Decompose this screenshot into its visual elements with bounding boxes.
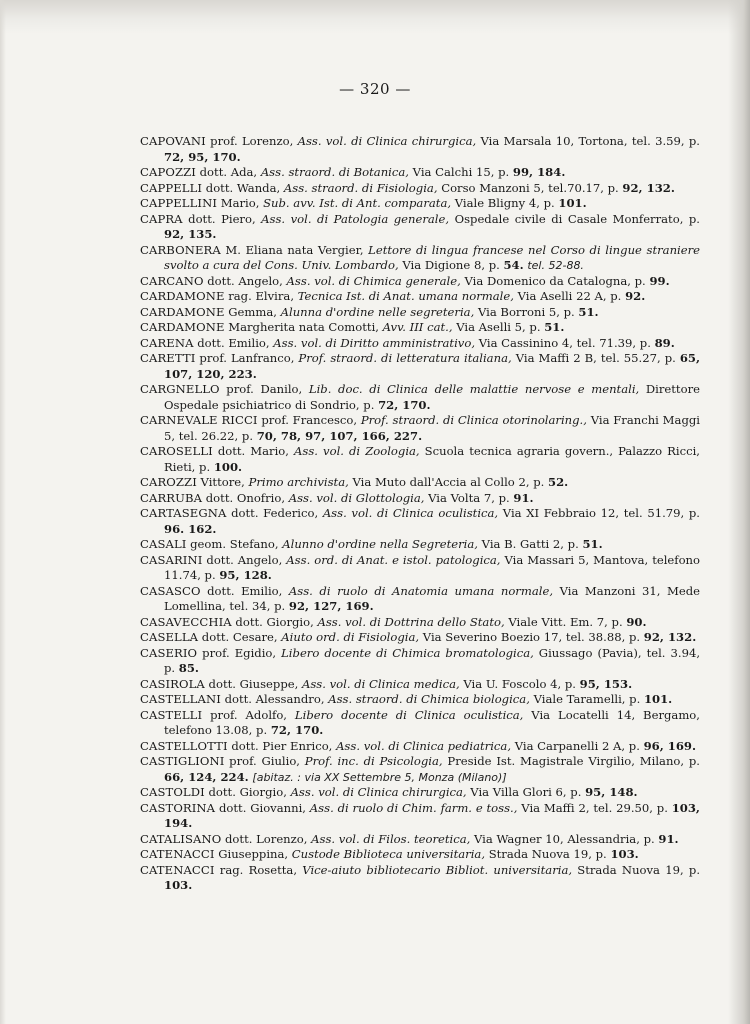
directory-entry	[140, 692, 700, 708]
entry-handwritten-note: [abitaz. : via XX Settembre 5, Monza (Milano)]	[252, 770, 507, 784]
scan-shadow-top	[0, 0, 750, 34]
entry-pages: 92, 127, 169.	[288, 599, 374, 613]
directory-entry	[140, 491, 700, 507]
entry-role: Lettore di lingua francese nel Corso di lingue straniere svolto a cura del Cons. Univ. Lombardo,	[164, 242, 701, 272]
entry-title: M. Eliana nata Vergier,	[220, 242, 369, 257]
entry-name: CAPRA	[140, 211, 183, 226]
entry-pages: 65, 107, 120, 223.	[164, 351, 700, 381]
entry-title: dott. Angelo,	[203, 273, 287, 288]
entry-address: Viale Taramelli, p.	[529, 692, 644, 706]
entry-address: Via Borroni 5, p.	[474, 304, 579, 319]
entry-role: Ass. vol. di Clinica chirurgica,	[290, 785, 467, 799]
entry-title: Vittore,	[196, 475, 249, 489]
entry-name: CAPPELLINI	[140, 196, 218, 210]
entry-title: dott. Piero,	[182, 211, 262, 226]
entry-pages: 99.	[649, 273, 670, 288]
entry-address: Via Manzoni 31, Mede Lomellina, tel. 34, p.	[164, 583, 700, 613]
entry-pages: 90.	[626, 614, 647, 629]
entry-title: Mario,	[217, 196, 264, 210]
directory-entry	[140, 181, 700, 197]
entry-name: CASELLA	[140, 630, 199, 644]
entry-role: Ass. vol. di Clinica oculistica,	[322, 506, 499, 520]
entry-pages: 89.	[654, 335, 675, 350]
entry-address: Direttore Ospedale psichiatrico di Sondrio, p.	[164, 382, 700, 412]
directory-entry	[140, 243, 700, 274]
entry-pages: 92, 132.	[643, 630, 697, 644]
entry-address: Via Carpanelli 2 A, p.	[511, 738, 644, 753]
scan-shadow-left	[0, 0, 6, 1024]
entry-name: CARGNELLO	[140, 382, 220, 396]
entry-title: dott. Wanda,	[202, 180, 284, 195]
entry-title: prof. Giulio,	[224, 754, 305, 768]
entry-name: CASARINI	[140, 552, 203, 567]
directory-entry	[140, 320, 700, 336]
entry-title: Gemma,	[224, 304, 281, 319]
directory-entry	[140, 413, 700, 444]
entry-role: Alunna d'ordine nelle segreteria,	[280, 304, 475, 319]
entry-name: CATENACCI	[140, 862, 215, 877]
entry-pages: 52.	[548, 475, 569, 489]
entry-name: CARCANO	[140, 273, 204, 288]
entry-role: Ass. vol. di Zoologia,	[294, 444, 420, 458]
entry-address: Via Marsala 10, Tortona, tel. 3.59, p.	[476, 134, 700, 148]
entry-title: dott. Alessandro,	[220, 692, 329, 706]
entry-title: dott. Federico,	[226, 506, 323, 520]
entry-name: CASIROLA	[140, 676, 205, 691]
entry-address: Via XI Febbraio 12, tel. 51.79, p.	[498, 506, 700, 520]
entry-address: Via Volta 7, p.	[424, 490, 514, 505]
directory-entry	[140, 537, 700, 553]
entry-pages: 72, 95, 170.	[164, 149, 241, 164]
entry-name: CAPOVANI	[140, 134, 206, 148]
directory-entry	[140, 708, 700, 739]
entry-title: Giuseppina,	[214, 847, 292, 861]
entry-role: Ass. vol. di Diritto amministrativo,	[273, 335, 476, 350]
entry-role: Sub. avv. Ist. di Ant. comparata,	[263, 196, 452, 210]
scan-shadow-right	[728, 0, 750, 1024]
entry-title: dott. Giovanni,	[215, 800, 310, 815]
entry-pages: 51.	[582, 537, 603, 551]
entry-title: prof. Danilo,	[219, 382, 309, 396]
directory-entry	[140, 677, 700, 693]
entry-role: Ass. straord. di Botanica,	[260, 165, 409, 179]
entry-role: Avv. III cat.,	[382, 320, 453, 334]
entry-address: Via Domenico da Catalogna, p.	[460, 273, 650, 288]
entry-address: Via Aselli 22 A, p.	[513, 289, 626, 303]
directory-entry	[140, 444, 700, 475]
directory-entry	[140, 351, 700, 382]
entry-title: prof. Adolfo,	[202, 707, 295, 722]
entry-address: Strada Nuova 19, p.	[572, 862, 701, 877]
entry-name: CASTORINA	[140, 800, 216, 815]
entry-pages: 103.	[610, 847, 639, 861]
entry-name: CASERIO	[140, 645, 198, 660]
directory-entry	[140, 615, 700, 631]
directory-entry	[140, 785, 700, 801]
entry-name: CARTASEGNA	[140, 506, 227, 520]
directory-entry	[140, 305, 700, 321]
entry-address: Via Locatelli 14, Bergamo, telefono 13.08, p.	[164, 707, 700, 737]
entry-address: Via Massari 5, Mantova, telefono 11.74, p.	[164, 552, 701, 582]
entry-address: Preside Ist. Magistrale Virgilio, Milano, p.	[442, 754, 700, 768]
entry-name: CARDAMONE	[140, 304, 225, 319]
entry-pages: 95, 153.	[579, 676, 633, 691]
entry-name: CARNEVALE RICCI	[140, 413, 258, 427]
entry-role: Libero docente di Clinica oculistica,	[294, 707, 524, 722]
entry-pages: 103, 194.	[164, 800, 700, 830]
entry-name: CAROSELLI	[140, 444, 213, 458]
entry-name: CAROZZI	[140, 475, 197, 489]
entry-role: Aiuto ord. di Fisiologia,	[281, 630, 420, 644]
entry-title: dott. Mario,	[212, 444, 295, 458]
entry-role: Vice-aiuto bibliotecario Bibliot. universitaria,	[302, 862, 573, 877]
entry-name: CASTELLI	[140, 707, 203, 722]
entry-role: Libero docente di Chimica bromatologica,	[281, 645, 534, 660]
entry-name: CARDAMONE	[140, 289, 225, 303]
entry-role: Lib. doc. di Clinica delle malattie nervose e mentali,	[308, 382, 640, 396]
entry-handwritten-note: tel. 52-88.	[527, 259, 584, 272]
entry-title: dott. Giorgio,	[231, 614, 318, 629]
entry-pages: 95, 128.	[219, 568, 272, 582]
page-number: — 320 —	[339, 80, 411, 98]
entry-name: CASASCO	[140, 583, 201, 598]
entry-title: dott. Giuseppe,	[204, 676, 302, 691]
entry-address: Via B. Gatti 2, p.	[478, 537, 583, 551]
entry-pages: 92.	[625, 289, 646, 303]
directory-entry	[140, 754, 700, 785]
entry-title: rag. Elvira,	[224, 289, 298, 303]
entry-title: Margherita nata Comotti,	[224, 320, 383, 334]
entry-name: CARDAMONE	[140, 320, 225, 334]
entry-title: dott. Angelo,	[202, 552, 287, 567]
entry-role: Ass. straord. di Chimica biologica,	[328, 692, 530, 706]
entry-role: Ass. di ruolo di Anatomia umana normale,	[288, 583, 554, 598]
entry-name: CARBONERA	[140, 242, 221, 257]
entry-pages: 92, 132.	[622, 180, 675, 195]
entry-address: Via Aselli 5, p.	[452, 320, 545, 334]
entry-role: Ass. di ruolo di Chim. farm. e toss.,	[309, 800, 518, 815]
entry-address: Via Digione 8, p.	[398, 258, 504, 272]
directory-entry	[140, 475, 700, 491]
entry-role: Ass. vol. di Clinica chirurgica,	[297, 134, 477, 148]
entry-address: Giussago (Pavia), tel. 3.94, p.	[164, 645, 701, 675]
directory-entry	[140, 739, 700, 755]
entry-pages: 101.	[558, 196, 587, 210]
entry-name: CASTIGLIONI	[140, 754, 225, 768]
entry-title: prof. Egidio,	[197, 645, 282, 660]
entry-name: CASAVECCHIA	[140, 614, 232, 629]
entry-pages: 100.	[213, 459, 243, 474]
entry-address: Via Severino Boezio 17, tel. 38.88, p.	[419, 630, 644, 644]
entry-pages: 51.	[544, 320, 565, 334]
entry-role: Ass. vol. di Clinica pediatrica,	[336, 738, 512, 753]
entry-title: dott. Giorgio,	[204, 785, 291, 799]
entry-name: CASALI	[140, 537, 187, 551]
entry-role: Tecnica Ist. di Anat. umana normale,	[297, 289, 514, 303]
directory-entry	[140, 801, 700, 832]
entry-address: Viale Bligny 4, p.	[451, 196, 559, 210]
entry-role: Alunno d'ordine nella Segreteria,	[282, 537, 478, 551]
entry-role: Ass. ord. di Anat. e istol. patologica,	[286, 552, 501, 567]
entry-title: prof. Francesco,	[257, 413, 361, 427]
entry-name: CAPPELLI	[140, 180, 203, 195]
entry-name: CATALISANO	[140, 831, 222, 846]
entry-name: CASTELLANI	[140, 692, 221, 706]
entry-pages: 96, 169.	[643, 738, 697, 753]
entry-pages: 72, 170.	[378, 397, 431, 412]
entry-role: Prof. inc. di Psicologia,	[304, 754, 443, 768]
entry-title: rag. Rosetta,	[214, 862, 303, 877]
entry-role: Prof. straord. di letteratura italiana,	[298, 351, 512, 365]
entry-pages: 99, 184.	[512, 165, 566, 179]
entry-pages: 103.	[164, 878, 193, 892]
directory-entry	[140, 646, 700, 677]
entry-title: dott. Cesare,	[198, 630, 282, 644]
directory-entries	[140, 134, 700, 894]
entry-address: Via Muto dall'Accia al Collo 2, p.	[348, 475, 549, 489]
entry-title: geom. Stefano,	[186, 537, 283, 551]
entry-address: Via Calchi 15, p.	[408, 165, 513, 179]
entry-address: Via Maffi 2, tel. 29.50, p.	[517, 800, 672, 815]
entry-role: Ass. vol. di Clinica medica,	[301, 676, 460, 691]
entry-address: Corso Manzoni 5, tel.70.17, p.	[437, 180, 623, 195]
entry-name: CASTOLDI	[140, 785, 205, 799]
entry-name: CARRUBA	[140, 490, 203, 505]
entry-name: CARENA	[140, 335, 194, 350]
entry-role: Primo archivista,	[248, 475, 349, 489]
entry-role: Prof. straord. di Clinica otorinolaring.,	[360, 413, 587, 427]
entry-address: Via U. Foscolo 4, p.	[459, 676, 580, 691]
entry-pages: 70, 78, 97, 107, 166, 227.	[256, 428, 423, 443]
entry-pages: 85.	[178, 661, 199, 675]
directory-entry	[140, 382, 700, 413]
entry-role: Ass. vol. di Filos. teoretica,	[311, 831, 471, 846]
entry-name: CASTELLOTTI	[140, 738, 228, 753]
entry-pages: 54.	[503, 258, 524, 272]
entry-name: CAPOZZI	[140, 165, 196, 179]
directory-entry	[140, 506, 700, 537]
directory-entry	[140, 274, 700, 290]
entry-pages: 95, 148.	[585, 785, 638, 799]
entry-title: prof. Lanfranco,	[195, 351, 299, 365]
entry-title: dott. Onofrio,	[202, 490, 289, 505]
directory-entry	[140, 165, 700, 181]
entry-address: Viale Vitt. Em. 7, p.	[504, 614, 627, 629]
entry-address: Scuola tecnica agraria govern., Palazzo Ricci, Rieti, p.	[164, 444, 700, 474]
directory-entry	[140, 863, 700, 894]
directory-entry	[140, 134, 700, 165]
directory-entry	[140, 832, 700, 848]
directory-entry	[140, 289, 700, 305]
entry-title: dott. Ada,	[195, 165, 261, 179]
directory-entry	[140, 196, 700, 212]
entry-address: Via Maffi 2 B, tel. 55.27, p.	[511, 351, 680, 365]
directory-entry	[140, 212, 700, 243]
entry-pages: 92, 135.	[164, 227, 217, 241]
entry-name: CATENACCI	[140, 847, 215, 861]
directory-entry	[140, 553, 700, 584]
entry-pages: 66, 124, 224.	[164, 769, 249, 784]
directory-entry	[140, 847, 700, 863]
entry-address: Via Cassinino 4, tel. 71.39, p.	[475, 335, 655, 350]
directory-entry	[140, 336, 700, 352]
entry-address: Via Villa Glori 6, p.	[466, 785, 586, 799]
entry-pages: 101.	[643, 692, 673, 706]
entry-role: Ass. straord. di Fisiologia,	[283, 180, 438, 195]
entry-address: Ospedale civile di Casale Monferrato, p.	[449, 211, 700, 226]
entry-pages: 51.	[578, 304, 599, 319]
entry-pages: 91.	[658, 831, 679, 846]
entry-pages: 96. 162.	[164, 521, 217, 536]
entry-role: Ass. vol. di Glottologia,	[288, 490, 425, 505]
directory-entry	[140, 630, 700, 646]
entry-title: prof. Lorenzo,	[205, 134, 298, 148]
entry-pages: 91.	[513, 490, 534, 505]
entry-role: Ass. vol. di Dottrina dello Stato,	[317, 614, 505, 629]
entry-address: Strada Nuova 19, p.	[485, 847, 611, 861]
entry-role: Ass. vol. di Chimica generale,	[286, 273, 461, 288]
entry-title: dott. Pier Enrico,	[227, 738, 337, 753]
entry-pages: 72, 170.	[270, 723, 324, 737]
entry-name: CARETTI	[140, 351, 196, 365]
entry-address: Via Franchi Maggi 5, tel. 26.22, p.	[164, 413, 700, 443]
entry-role: Custode Biblioteca universitaria,	[291, 847, 486, 861]
entry-title: dott. Lorenzo,	[221, 831, 312, 846]
entry-title: dott. Emilio,	[200, 583, 289, 598]
entry-role: Ass. vol. di Patologia generale,	[261, 211, 450, 226]
directory-entry	[140, 584, 700, 615]
entry-title: dott. Emilio,	[193, 335, 274, 350]
entry-address: Via Wagner 10, Alessandria, p.	[470, 831, 659, 846]
